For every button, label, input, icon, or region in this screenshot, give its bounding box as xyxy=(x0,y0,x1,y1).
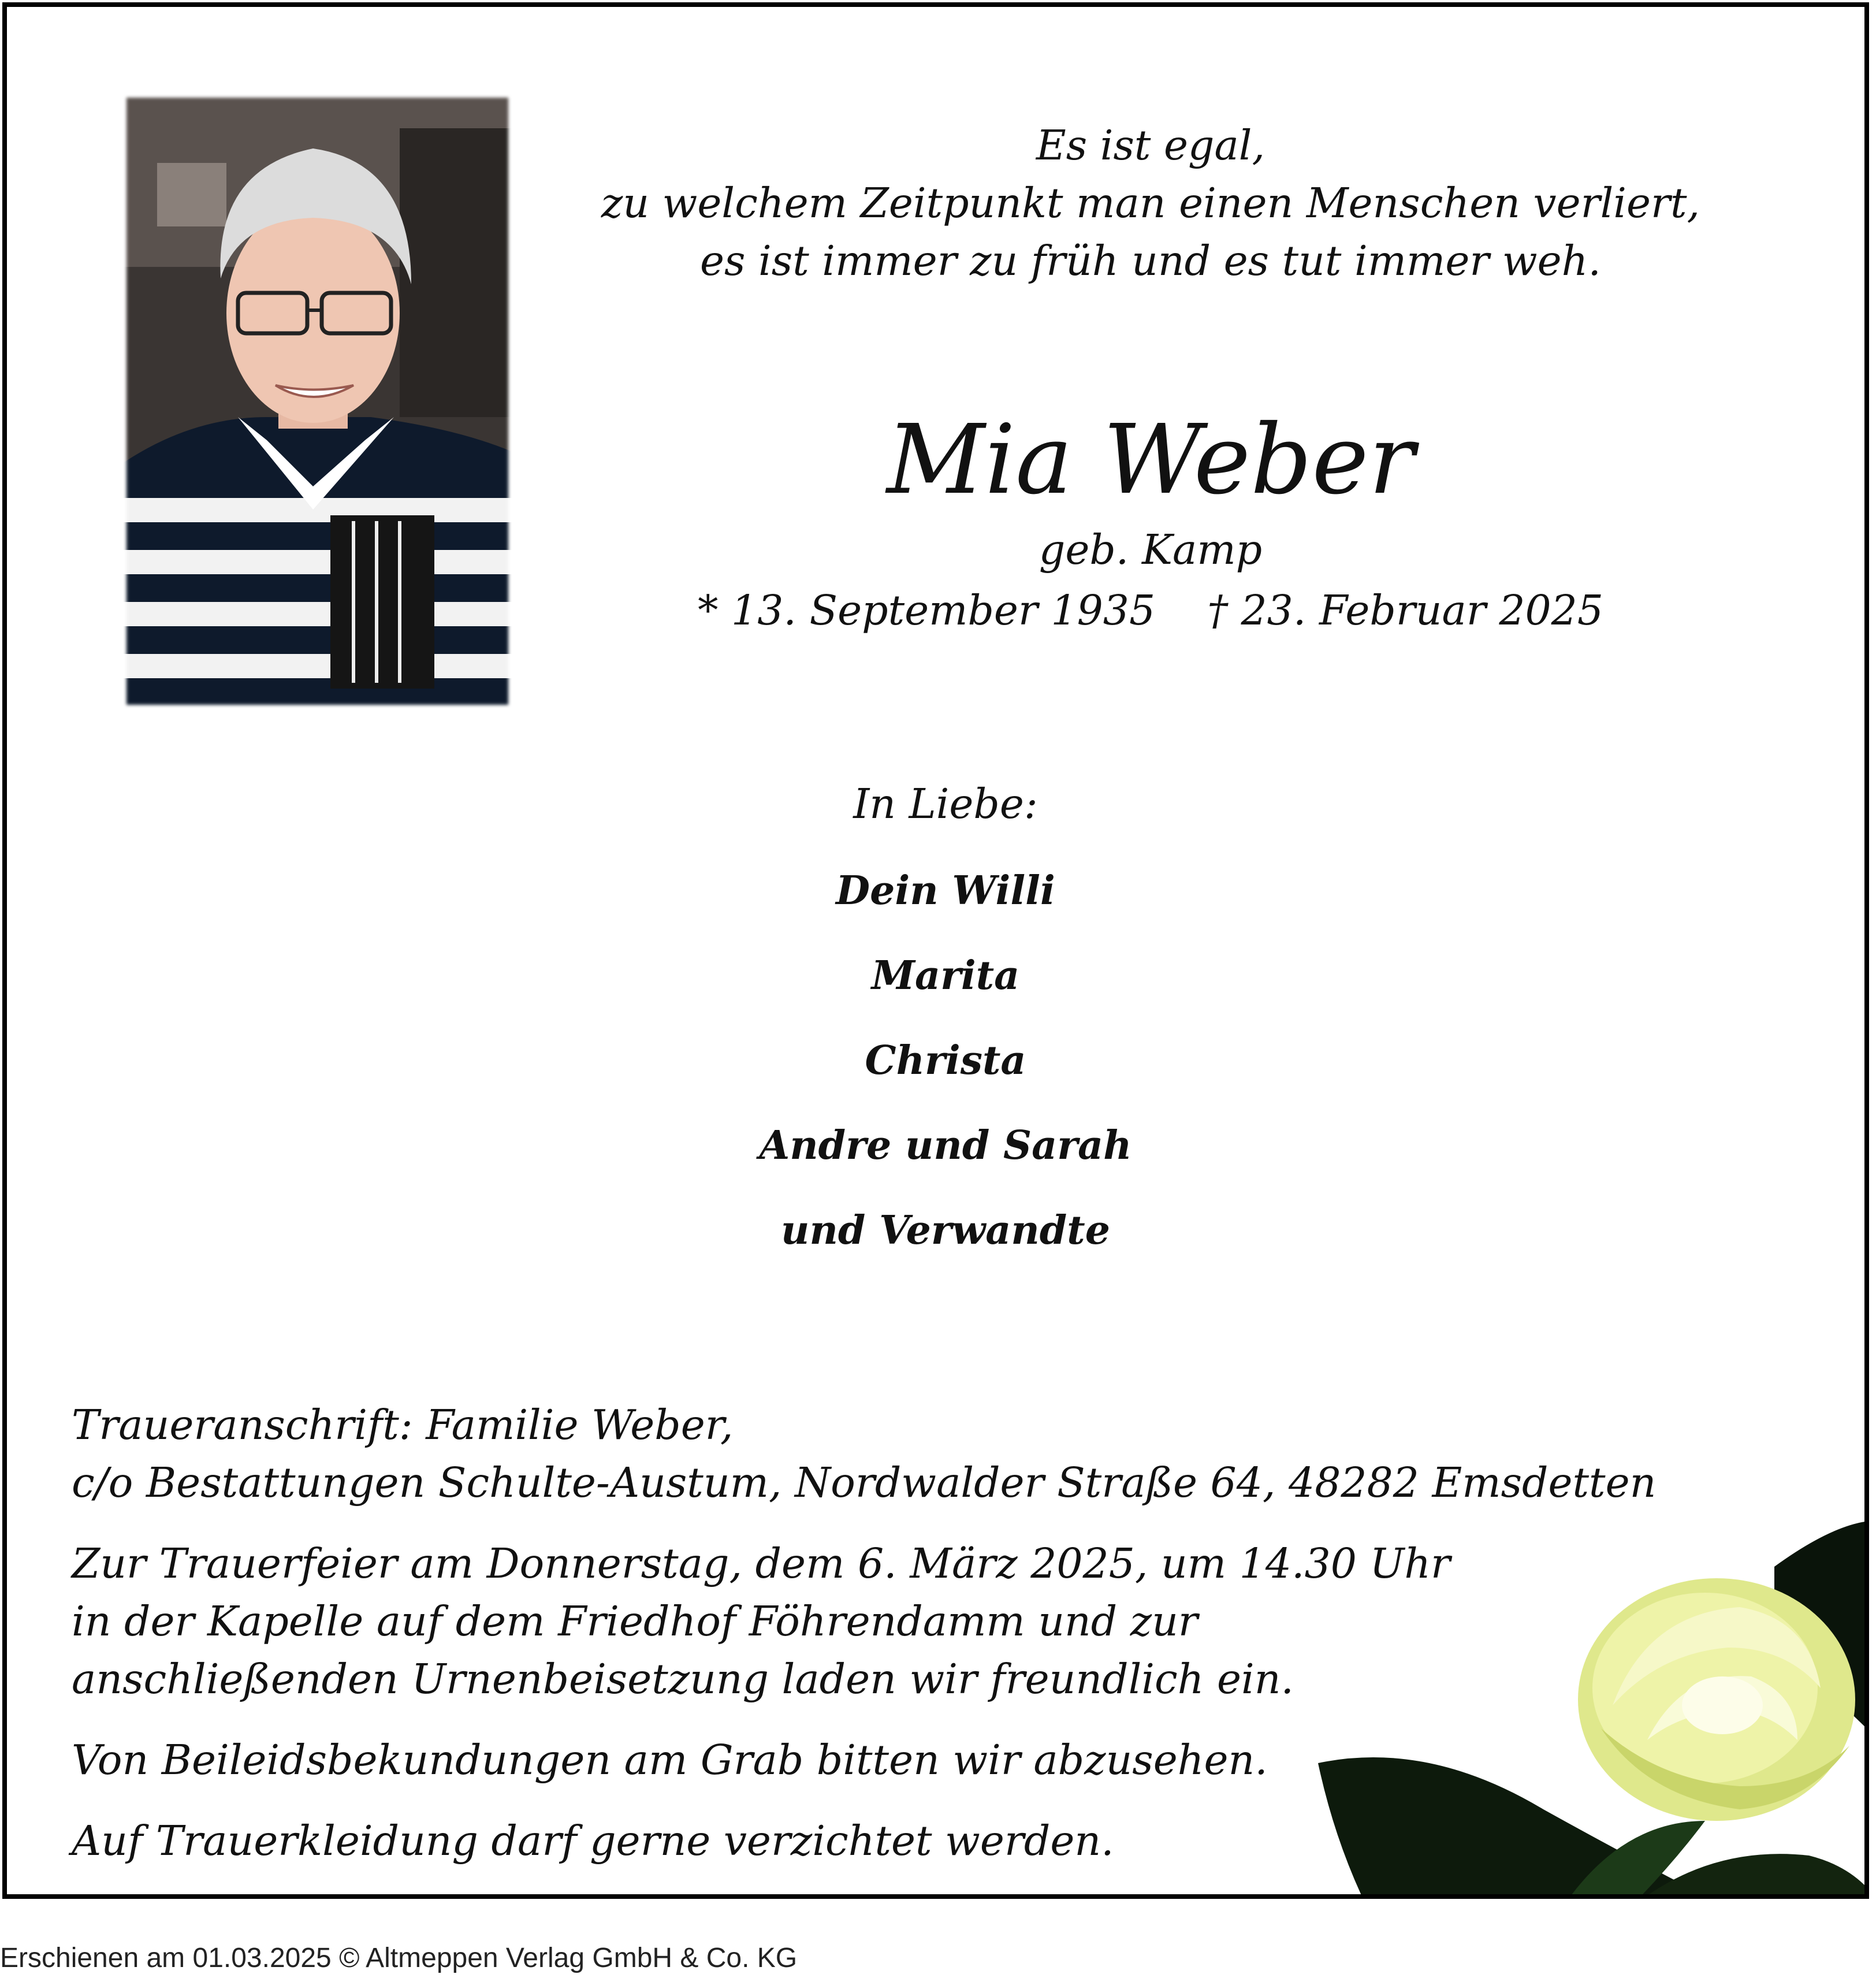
obituary-frame xyxy=(2,2,1869,1899)
mourners-list xyxy=(599,862,1292,1287)
quote-line-3: es ist immer zu früh und es tut immer weh. xyxy=(700,237,1601,285)
quote xyxy=(561,117,1740,290)
mourner-name: Marita xyxy=(871,953,1020,999)
portrait-photo xyxy=(122,94,512,709)
ceremony-line-3: anschließenden Urnenbeisetzung laden wir freundlich ein. xyxy=(72,1655,1294,1703)
address-block xyxy=(72,1396,1689,1512)
ceremony-line-1: Zur Trauerfeier am Donnerstag, dem 6. März 2025, um 14.30 Uhr xyxy=(72,1540,1450,1587)
quote-line-1: Es ist egal, xyxy=(1036,121,1265,169)
address-line-1: Traueranschrift: Familie Weber, xyxy=(72,1401,734,1449)
mourner-name: Christa xyxy=(865,1038,1026,1084)
mourner-name: und Verwandte xyxy=(781,1207,1110,1254)
ceremony-line-2: in der Kapelle auf dem Friedhof Föhrendamm und zur xyxy=(72,1597,1198,1645)
publication-footer: Erschienen am 01.03.2025 © Altmeppen Verlag GmbH & Co. KG xyxy=(0,1943,798,1973)
deceased-name: Mia Weber xyxy=(887,404,1415,516)
quote-line-2: zu welchem Zeitpunkt man einen Menschen verliert, xyxy=(601,179,1700,227)
maiden-name: geb. Kamp xyxy=(1038,526,1263,574)
life-dates: * 13. September 1935 † 23. Februar 2025 xyxy=(697,586,1604,634)
mourner-name: Andre und Sarah xyxy=(759,1122,1132,1169)
ceremony-block xyxy=(72,1535,1689,1708)
in-love-label: In Liebe: xyxy=(853,780,1038,828)
address-line-2: c/o Bestattungen Schulte-Austum, Nordwalder Straße 64, 48282 Emsdetten xyxy=(72,1459,1657,1507)
clothing-note: Auf Trauerkleidung darf gerne verzichtet werden. xyxy=(72,1817,1114,1865)
condolences-note: Von Beileidsbekundungen am Grab bitten wir abzusehen. xyxy=(72,1736,1268,1784)
mourner-name: Dein Willi xyxy=(836,868,1055,914)
funeral-info xyxy=(72,1396,1689,1893)
